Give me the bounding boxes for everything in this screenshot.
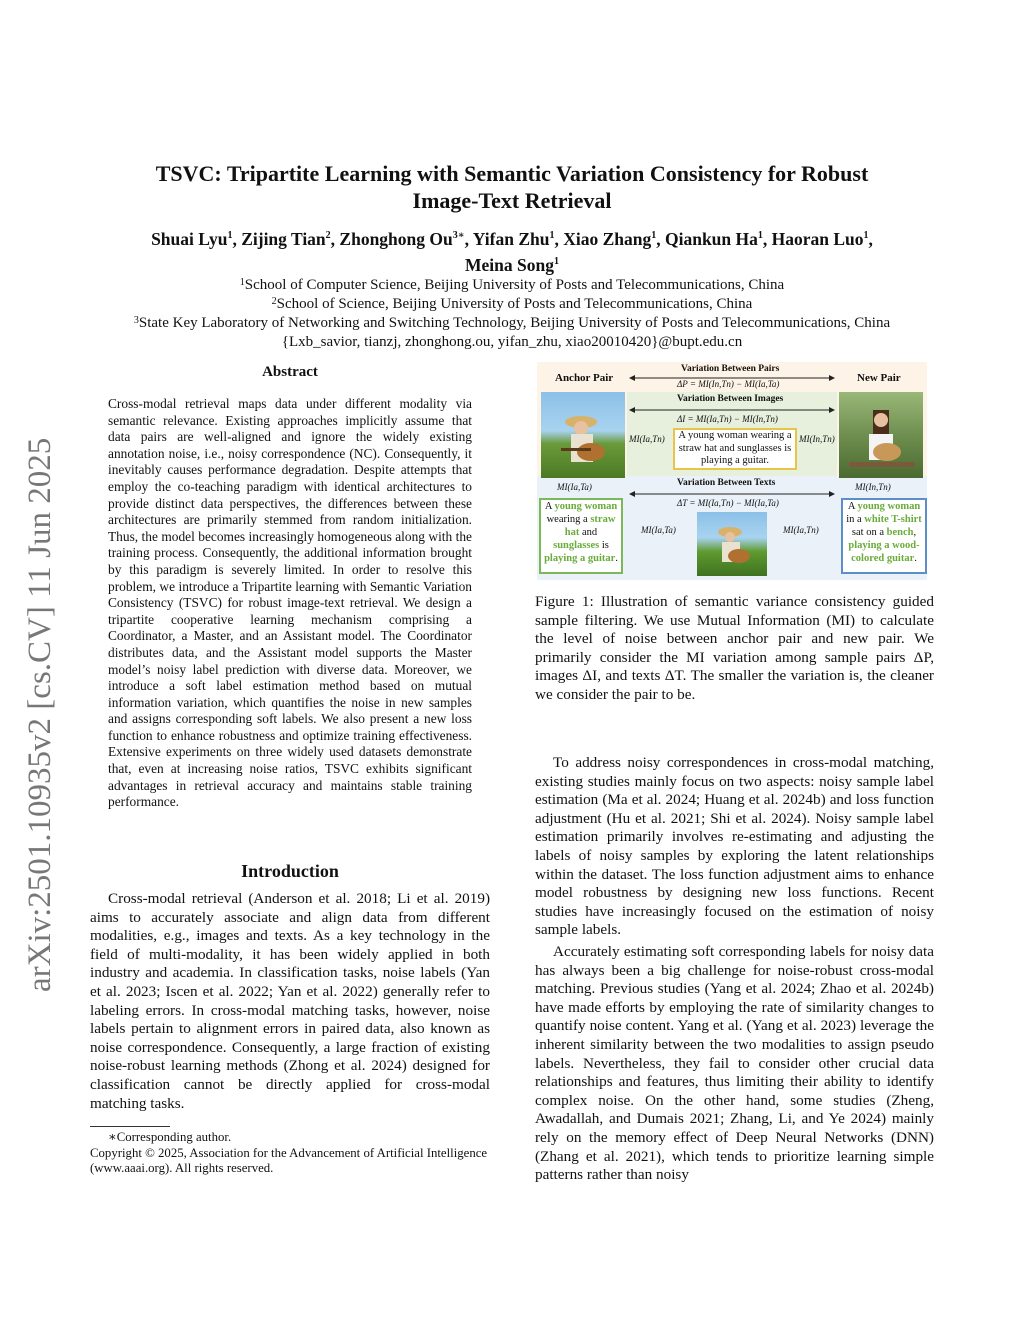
author-list	[90, 226, 934, 278]
figure-1-caption: Figure 1: Illustration of semantic variance consistency guided sample filtering. We use Mutual Information (MI) to calculate the level of noise between anchor pair and new pair. We primarily consider the MI variation among sample pairs ΔP, images ΔI, and texts ΔT. The smaller the variation is, the cleaner we consider the pair to be.	[535, 593, 934, 703]
author-sup: 3∗	[452, 230, 465, 241]
author-name: Shuai Lyu	[151, 229, 228, 249]
affil-text: State Key Laboratory of Networking and Switching Technology, Beijing University of Posts and Telecommunications, China	[138, 315, 891, 331]
introduction-paragraph	[90, 890, 490, 1113]
footnote-rule	[90, 1126, 170, 1127]
author-name: Qiankun Ha	[664, 229, 758, 249]
author-sup: 1	[651, 230, 657, 241]
highlighted-phrase: white T-shirt	[864, 514, 922, 525]
between-texts-label: Variation Between Texts	[677, 478, 776, 488]
author-name: Zijing Tian	[241, 229, 326, 249]
highlighted-phrase: young woman	[554, 501, 618, 512]
mi-bottom-right: MI(Ia,Tn)	[783, 525, 819, 535]
author-line-2	[90, 252, 934, 278]
mi-bottom-left: MI(Ia,Ta)	[641, 525, 676, 535]
images-arrow	[629, 407, 835, 413]
author-sup: 1	[227, 230, 233, 241]
author-sup: 1	[863, 230, 869, 241]
author-sup: 1	[757, 230, 763, 241]
arxiv-identifier: arXiv:2501.10935v2 [cs.CV] 11 Jun 2025	[22, 437, 58, 992]
anchor-image	[541, 392, 625, 478]
between-pairs-label: Variation Between Pairs	[681, 364, 780, 374]
caption-fragment: and	[579, 527, 598, 538]
author-line-1: Shuai Lyu$^1$, Zijing Tian$^2$, Zhonghong $Ou^{3∗}$, Yifan Zhu$^1$, Xiao Zhang$^1$, Qiankun Ha$^1$, Haoran Luo$^1$,	[151, 229, 873, 249]
anchor-image-small	[697, 512, 767, 576]
title-line-2: Image-Text Retrieval	[412, 188, 612, 213]
affil-sup: 3	[133, 315, 139, 326]
author-name: Zhonghong Ou	[339, 229, 453, 249]
affiliation-2	[60, 295, 964, 314]
affil-text: School of Computer Science, Beijing University of Posts and Telecommunications, China	[244, 277, 785, 293]
caption-fragment: ,	[913, 527, 917, 538]
author-name: Xiao Zhang	[563, 229, 652, 249]
guitar-bench-illustration	[839, 392, 923, 478]
footnote	[90, 1130, 490, 1177]
highlighted-phrase: playing a wood-colored guitar	[848, 540, 920, 564]
caption-fragment: .	[914, 553, 917, 564]
author-sup: 1	[553, 256, 559, 267]
author-sup: 2	[325, 230, 331, 241]
affiliation-1	[60, 276, 964, 295]
mi-right: MI(In,Tn)	[799, 434, 835, 444]
abstract-heading: Abstract	[262, 364, 318, 380]
affil-sup: 1	[239, 277, 245, 288]
guitar-player-small-illustration	[697, 512, 767, 576]
caption-fragment: in a	[846, 514, 865, 525]
mi-new: MI(In,Tn)	[855, 482, 891, 492]
highlighted-phrase: sunglasses	[553, 540, 600, 551]
new-text-box	[841, 498, 927, 574]
caption-fragment: .	[615, 553, 618, 564]
right-para-1: To address noisy correspondences in cross-modal matching, existing studies mainly focus on two aspects: noisy sample label estimation (Ma et al. 2024; Huang et al. 2024b) and loss function adjustment (Hu et al. 2021; Shi et al. 2024). Noisy sample label estimation primarily involves re-estimating and adjusting the labels of noisy samples by exploring the latent relationships within the dataset. The loss function adjustment aims to enhance model robustness by designing new loss functions. Recent studies have increasingly focused on the estimation of noisy sample labels.	[535, 754, 934, 939]
guitar-player-illustration	[541, 392, 625, 478]
caption-fragment: sat on a	[851, 527, 887, 538]
right-paragraph-2	[535, 943, 934, 1185]
highlighted-phrase: straw hat	[564, 514, 616, 538]
abstract-text: Cross-modal retrieval maps data under different modality via semantic relevance. Existing approaches implicitly assume that data pairs are well-aligned and ignore the widely existing annotation noise, i.e., noisy correspondence (NC). Consequently, it inevitably causes performance degradation. Despite attempts that employ the co-teaching paradigm with identical architectures to provide distinct data perspectives, the differences between these architectures are primarily stemmed from random initialization. Thus, the model becomes increasingly homogeneous along with the training process. Consequently, the additional information brought by this paradigm is severely limited. In order to resolve this problem, we introduce a Tripartite learning with Semantic Variation Consistency (TSVC) for robust image-text retrieval. We design a tripartite cooperative learning mechanism comprising a Coordinator, a Master, and an Assistant model. The Coordinator distributes data, and the Assistant model supports the Master model’s noisy label prediction with diverse data. Moreover, we introduce a soft label estimation method based on mutual information variation, which quantifies the noise in new samples and assigns corresponding soft labels. We also present a new loss function to enhance robustness and optimize training effectiveness. Extensive experiments on three widely used datasets demonstrate that, even at increasing noise ratios, TSVC exhibits significant advantages in retrieval accuracy and maintains stable training performance.	[108, 396, 472, 810]
corresponding-author-note: ∗Corresponding author.	[108, 1130, 232, 1144]
anchor-pair-label: Anchor Pair	[555, 372, 614, 384]
highlighted-phrase: young woman	[857, 501, 921, 512]
caption-fragment: A	[847, 501, 858, 512]
highlighted-phrase: bench	[886, 527, 914, 538]
mi-anchor: MI(Ia,Ta)	[557, 482, 592, 492]
mi-left: MI(Ia,Tn)	[629, 434, 665, 444]
intro-para-1: Cross-modal retrieval (Anderson et al. 2018; Li et al. 2019) aims to accurately associate and align data from different modalities, e.g., images and texts. As a key technology in the field of multi-modality, it has been widely applied in both industry and academia. In classification tasks, noise labels (Yan et al. 2023; Iscen et al. 2022; Yan et al. 2022) generally refer to labeling errors. In cross-modal matching tasks, however, noise labels pertain to alignment errors in paired data, also known as noise correspondence. Consequently, a large fraction of existing noise-robust learning methods (Zhong et al. 2024) designed for classification cannot be directly applied for cross-modal matching tasks.	[90, 890, 490, 1112]
author-emails: {Lxb_savior, tianzj, zhonghong.ou, yifan_zhu, xiao20010420}@bupt.edu.cn	[281, 334, 743, 350]
eq-images: ΔI = MI(Ia,Tn) − MI(In,Tn)	[677, 414, 778, 424]
highlighted-phrase: playing a guitar	[544, 553, 616, 564]
author-sup: 1	[549, 230, 555, 241]
caption-fragment: wearing a	[546, 514, 591, 525]
caption-fragment: is	[599, 540, 609, 551]
introduction-heading: Introduction	[241, 861, 339, 881]
affiliation-3	[60, 314, 964, 333]
eq-texts: ΔT = MI(Ia,Tn) − MI(Ia,Ta)	[677, 498, 779, 508]
right-paragraph-1	[535, 754, 934, 940]
affil-sup: 2	[271, 296, 277, 307]
anchor-text-box	[539, 498, 623, 574]
center-caption-box: A young woman wearing a straw hat and sunglasses is playing a guitar.	[673, 428, 797, 470]
author-name: Haoran Luo	[771, 229, 864, 249]
new-image	[839, 392, 923, 478]
title-line-1: TSVC: Tripartite Learning with Semantic Variation Consistency for Robust	[155, 161, 869, 186]
copyright-notice: Copyright © 2025, Association for the Advancement of Artificial Intelligence (www.aaai.org). All rights reserved.	[90, 1145, 488, 1175]
texts-arrow	[629, 491, 835, 497]
figure-1	[537, 362, 927, 580]
affil-text: School of Science, Beijing University of Posts and Telecommunications, China	[276, 296, 753, 312]
right-para-2: Accurately estimating soft corresponding labels for noisy data has always been a big challenge for noise-robust cross-modal matching. Previous studies (Yang et al. 2024; Zhao et al. 2024b) have made efforts by employing the rate of similarity changes to quantify noise content. Yang et al. (Yang et al. 2023) leverage the inherent similarity between the two modalities to assign pseudo labels. Nevertheless, they fail to consider other crucial data relationships and features, thus limiting their ability to identify complex noise. On the other hand, some studies (Zheng, Awadallah, and Dumais 2021; Zhang, Li, and Ye 2024) mainly rely on the memory effect of Deep Neural Networks (DNN) (Zhang et al. 2021), which tends to prioritize learning simple patterns rather than noisy	[535, 943, 934, 1184]
author-name: Yifan Zhu	[472, 229, 550, 249]
between-images-label: Variation Between Images	[677, 394, 784, 404]
eq-pairs: ΔP = MI(In,Tn) − MI(Ia,Ta)	[677, 379, 780, 389]
caption-fragment: A	[544, 501, 555, 512]
new-pair-label: New Pair	[857, 372, 901, 384]
paper-title	[90, 160, 934, 214]
author-name: Meina Song	[465, 255, 554, 275]
